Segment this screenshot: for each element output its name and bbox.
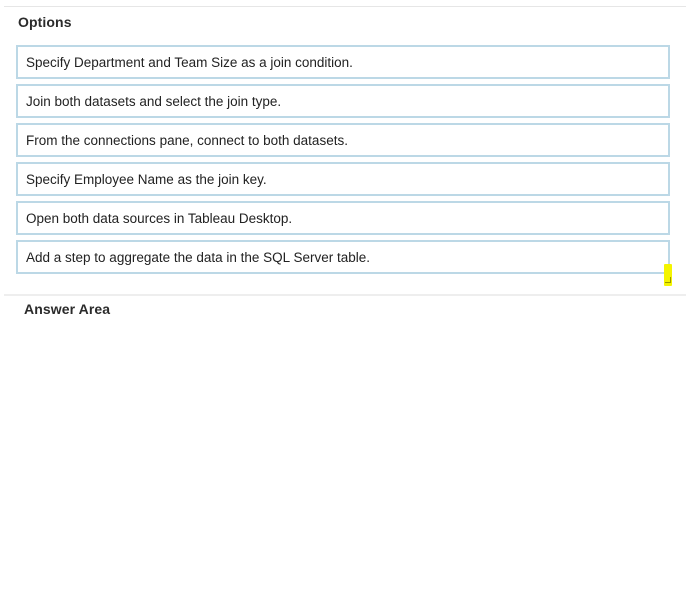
options-list: [16, 45, 670, 279]
options-panel: [4, 7, 686, 294]
resize-grip-icon[interactable]: [664, 264, 672, 286]
answer-area-title: Answer Area: [24, 301, 111, 317]
option-item[interactable]: Open both data sources in Tableau Desktop.: [16, 201, 670, 235]
option-item[interactable]: Add a step to aggregate the data in the SQL Server table.: [16, 240, 670, 274]
option-item[interactable]: Specify Employee Name as the join key.: [16, 162, 670, 196]
answer-panel: [4, 296, 686, 584]
options-title: Options: [18, 14, 72, 30]
option-item[interactable]: Specify Department and Team Size as a join condition.: [16, 45, 670, 79]
option-item[interactable]: From the connections pane, connect to both datasets.: [16, 123, 670, 157]
answer-dropzone[interactable]: [16, 330, 676, 576]
option-item[interactable]: Join both datasets and select the join type.: [16, 84, 670, 118]
